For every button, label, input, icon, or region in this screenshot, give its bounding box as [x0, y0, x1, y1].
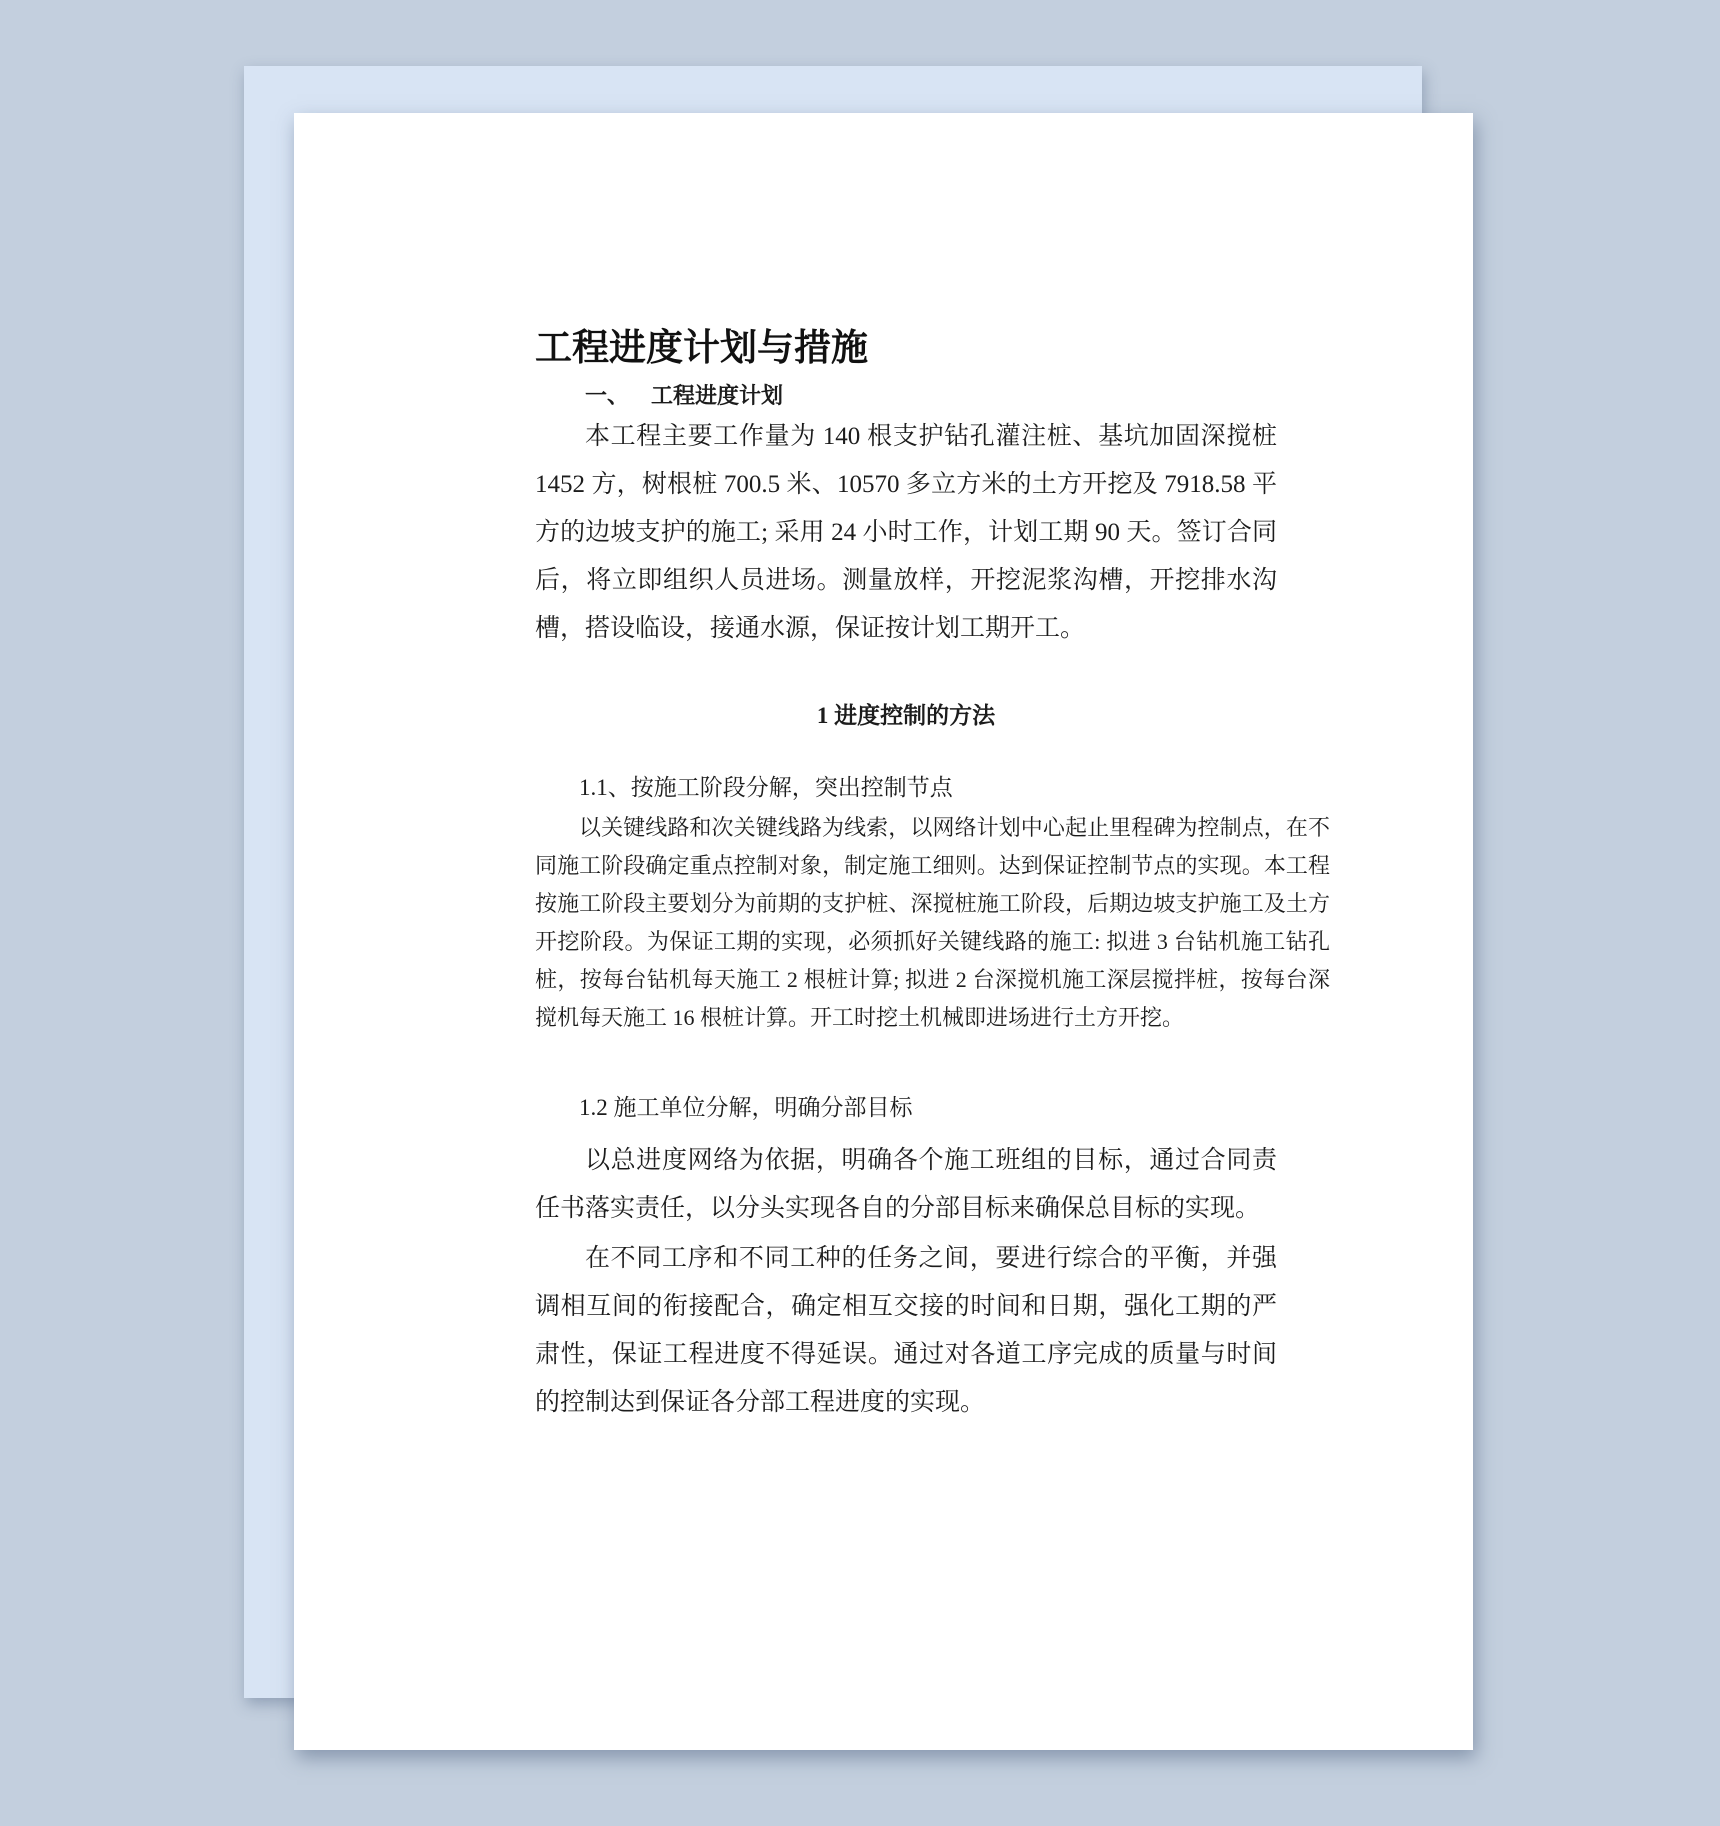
document-title: 工程进度计划与措施 — [535, 328, 868, 369]
section-1-number: 一、 — [585, 383, 630, 408]
heading-1-1: 1.1、按施工阶段分解，突出控制节点 — [579, 775, 953, 800]
heading-progress-control-methods: 1 进度控制的方法 — [816, 703, 996, 728]
section-1-heading — [535, 381, 1277, 411]
document-content — [294, 113, 1473, 1427]
paragraph-1-2-body-a: 以总进度网络为依据，明确各个施工班组的目标，通过合同责任书落实责任，以分头实现各自的分部目标来确保总目标的实现。 — [535, 1147, 1277, 1222]
paragraph-1-1-body: 以关键线路和次关键线路为线索，以网络计划中心起止里程碑为控制点，在不同施工阶段确定重点控制对象，制定施工细则。达到保证控制节点的实现。本工程按施工阶段主要划分为前期的支护桩、深搅桩施工阶段，后期边坡支护施工及土方开挖阶段。为保证工期的实现，必须抓好关键线路的施工: 拟进 3 台钻机施工钻孔桩，按每台钻机每天施工 2 根桩计算; 拟进 2 台深搅机施工深层搅拌桩，按每台深搅机每天施工 16 根桩计算。开工时挖土机械即进场进行土方开挖。 — [535, 815, 1330, 1030]
paragraph-project-overview: 本工程主要工作量为 140 根支护钻孔灌注桩、基坑加固深搅桩 1452 方，树根桩 700.5 米、10570 多立方米的土方开挖及 7918.58 平方的边坡支护的施工; 采用 24 小时工作，计划工期 90 天。签订合同后，将立即组织人员进场。测量放样，开挖泥浆沟槽，开挖排水沟槽，搭设临设，接通水源，保证按计划工期开工。 — [535, 423, 1277, 642]
paragraph-1-2-body-b: 在不同工序和不同工种的任务之间，要进行综合的平衡，并强调相互间的衔接配合，确定相互交接的时间和日期，强化工期的严肃性，保证工程进度不得延误。通过对各道工序完成的质量与时间的控制达到保证各分部工程进度的实现。 — [535, 1245, 1277, 1416]
section-1-label: 工程进度计划 — [651, 383, 784, 408]
heading-1-2: 1.2 施工单位分解，明确分部目标 — [579, 1095, 913, 1120]
document-page — [294, 113, 1473, 1750]
